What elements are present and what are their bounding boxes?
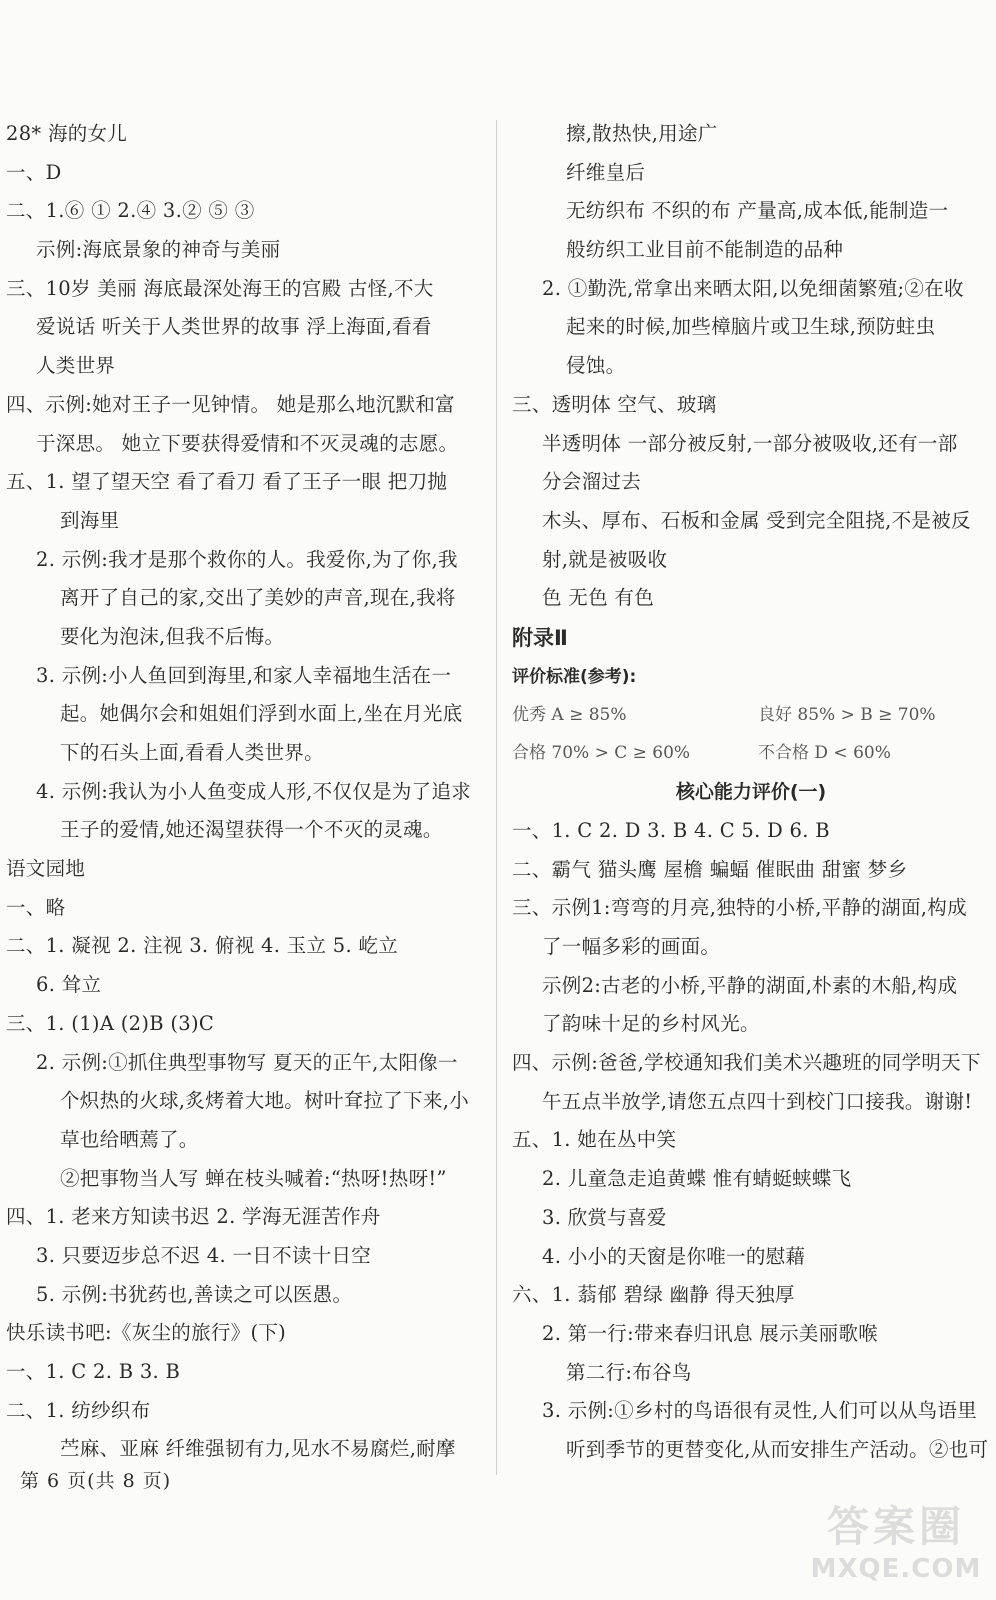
grade-excellent: 优秀 A ≥ 85% (512, 704, 627, 725)
answer-line: 2. 示例:我才是那个救你的人。我爱你,为了你,我 (36, 547, 458, 571)
answer-line: 2. 示例:①抓住典型事物写 夏天的正午,太阳像一 (36, 1050, 458, 1074)
answer-line: 王子的爱情,她还渴望获得一个不灭的灵魂。 (60, 818, 443, 842)
answer-line: 示例2:古老的小桥,平静的湖面,朴素的木船,构成 (542, 973, 958, 997)
grade-good: 良好 85% > B ≥ 70% (758, 704, 936, 725)
answer-line: 爱说话 听关于人类世界的故事 浮上海面,看看 (36, 315, 432, 339)
answer-line: 5. 示例:书犹药也,善读之可以医愚。 (36, 1282, 353, 1306)
answer-line: 起。她偶尔会和姐姐们浮到水面上,坐在月光底 (60, 702, 463, 726)
criteria-title: 评价标准(参考): (512, 666, 637, 687)
answer-line: 起来的时候,加些樟脑片或卫生球,预防蛀虫 (566, 315, 936, 339)
answer-line: 侵蚀。 (566, 354, 626, 378)
left-column (6, 115, 484, 1469)
grade-row (512, 696, 990, 734)
page-footer: 第 6 页(共 8 页) (20, 1470, 172, 1492)
answer-line: 木头、厚布、石板和金属 受到完全阻挠,不是被反 (542, 508, 971, 532)
answer-line: 4. 小小的天窗是你唯一的慰藉 (542, 1244, 806, 1268)
column-divider (496, 120, 497, 1475)
answer-line: 午五点半放学,请您五点四十到校门口接我。谢谢! (542, 1089, 973, 1113)
answer-line: 3. 欣赏与喜爱 (542, 1205, 667, 1229)
answer-line: 下的石头上面,看看人类世界。 (60, 741, 324, 764)
answer-line: 二、1. 凝视 2. 注视 3. 俯视 4. 玉立 5. 屹立 (6, 934, 399, 958)
answer-line: 射,就是被吸收 (542, 547, 668, 571)
answer-line: 二、1. 纺纱织布 (6, 1398, 151, 1422)
answer-line: 三、透明体 空气、玻璃 (512, 392, 717, 416)
answer-line: 二、霸气 猫头鹰 屋檐 蝙蝠 催眠曲 甜蜜 梦乡 (512, 857, 908, 881)
watermark-top: 答案圈 (826, 1502, 965, 1551)
watermark-bottom: MXQE.COM (810, 1554, 982, 1584)
answer-line: 3. 只要迈步总不迟 4. 一日不读十日空 (36, 1243, 372, 1267)
answer-line: 分会溜过去 (542, 470, 642, 494)
answer-line: 草也给晒蔫了。 (60, 1127, 199, 1151)
answer-line: 无纺织布 不织的布 产量高,成本低,能制造一 (566, 199, 949, 223)
answer-line: 擦,散热快,用途广 (566, 122, 718, 145)
answer-line: ②把事物当人写 蝉在枝头喊着:“热呀!热呀!” (60, 1166, 447, 1190)
answer-line: 要化为泡沫,但我不后悔。 (60, 624, 285, 648)
answer-line: 四、示例:爸爸,学校通知我们美术兴趣班的同学明天下 (512, 1051, 981, 1075)
answer-line: 二、1.⑥ ① 2.④ 3.② ⑤ ③ (6, 199, 255, 223)
answer-line: 一、略 (6, 895, 66, 919)
answer-line: 一、1. C 2. B 3. B (6, 1360, 181, 1383)
answer-line: 于深思。 她立下要获得爱情和不灭灵魂的志愿。 (36, 431, 459, 455)
answer-line: 一、D (6, 160, 62, 184)
answer-line: 到海里 (60, 508, 120, 532)
answer-line: 四、1. 老来方知读书迟 2. 学海无涯苦作舟 (6, 1205, 381, 1229)
answer-line: 2. 第一行:带来春归讯息 展示美丽歌喉 (542, 1321, 879, 1345)
answer-line: 离开了自己的家,交出了美妙的声音,现在,我将 (60, 586, 456, 610)
grade-row (512, 734, 990, 772)
answer-line: 听到季节的更替变化,从而安排生产活动。②也可 (566, 1437, 989, 1461)
answer-line: 苎麻、亚麻 纤维强韧有力,见水不易腐烂,耐摩 (60, 1437, 456, 1461)
answer-line: 三、10岁 美丽 海底最深处海王的宫殿 古怪,不大 (6, 276, 434, 300)
answer-line: 3. 示例:①乡村的鸟语很有灵性,人们可以从鸟语里 (542, 1399, 978, 1423)
answer-line: 三、示例1:弯弯的月亮,独特的小桥,平静的湖面,构成 (512, 896, 967, 920)
answer-line: 纤维皇后 (566, 160, 646, 184)
answer-line: 快乐读书吧:《灰尘的旅行》(下) (6, 1321, 287, 1345)
core-ability-title: 核心能力评价(一) (675, 780, 827, 803)
answer-line: 2. 儿童急走追黄蝶 惟有蜻蜓蛱蝶飞 (542, 1167, 852, 1191)
answer-line: 2. ①勤洗,常拿出来晒太阳,以免细菌繁殖;②在收 (542, 276, 964, 300)
grade-pass: 合格 70% > C ≥ 60% (512, 742, 691, 763)
answer-line: 了一幅多彩的画面。 (542, 935, 721, 958)
answer-line: 示例:海底景象的神奇与美丽 (36, 238, 281, 262)
grade-fail: 不合格 D < 60% (758, 742, 891, 763)
answer-line: 第二行:布谷鸟 (566, 1360, 692, 1384)
answer-line: 五、1. 她在丛中笑 (512, 1128, 677, 1152)
right-column (512, 115, 990, 1470)
answer-line: 般纺织工业目前不能制造的品种 (566, 238, 844, 262)
answer-line: 个炽热的火球,炙烤着大地。树叶耷拉了下来,小 (60, 1089, 469, 1113)
answer-line: 四、示例:她对王子一见钟情。 她是那么地沉默和富 (6, 392, 455, 416)
answer-line: 五、1. 望了望天空 看了看刀 看了王子一眼 把刀抛 (6, 470, 448, 494)
answer-line: 一、1. C 2. D 3. B 4. C 5. D 6. B (512, 818, 830, 842)
answer-line: 色 无色 有色 (542, 586, 654, 610)
answer-line: 28* 海的女儿 (6, 122, 128, 145)
answer-line: 语文园地 (6, 857, 86, 881)
answer-line: 半透明体 一部分被反射,一部分被吸收,还有一部 (542, 431, 958, 455)
answer-line: 4. 示例:我认为小人鱼变成人形,不仅仅是为了追求 (36, 779, 472, 803)
right-column-top (512, 115, 990, 618)
answer-line: 6. 耸立 (36, 973, 102, 997)
right-column-bottom (512, 812, 990, 1470)
answer-line: 人类世界 (36, 354, 116, 378)
watermark-logo (808, 1500, 984, 1596)
answer-line: 3. 示例:小人鱼回到海里,和家人幸福地生活在一 (36, 663, 452, 687)
answer-line: 三、1. (1)A (2)B (3)C (6, 1011, 215, 1035)
answer-line: 了韵味十足的乡村风光。 (542, 1012, 760, 1036)
appendix-title: 附录Ⅱ (512, 625, 568, 650)
answer-line: 六、1. 蓊郁 碧绿 幽静 得天独厚 (512, 1283, 795, 1307)
